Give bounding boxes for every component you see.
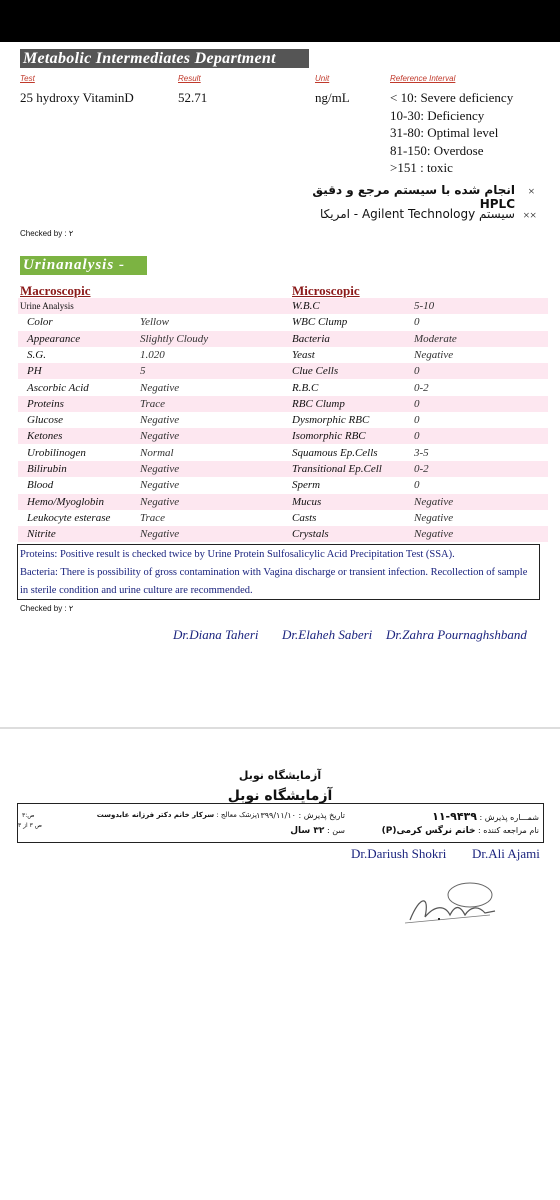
table-row	[18, 526, 548, 542]
doctor-name: Dr.Dariush Shokri	[351, 846, 447, 861]
col-result-header: Result	[178, 74, 201, 83]
date-row: تاریخ پذیرش : ۱۳۹۹/۱۱/۱۰	[256, 811, 345, 820]
micro-test-value: 0	[414, 397, 420, 410]
table-row	[18, 347, 548, 363]
macro-test-name: Appearance	[27, 332, 81, 345]
system-note-mark: ××	[523, 208, 537, 222]
checked-by-2: Checked by : ۲	[20, 604, 74, 613]
macro-test-value: 1.020	[140, 348, 165, 361]
test-name: 25 hydroxy VitaminD	[20, 90, 134, 105]
ref-line: 31-80: Optimal level	[390, 125, 499, 141]
ref-line: 10-30: Deficiency	[390, 107, 485, 123]
micro-test-value: 3-5	[414, 446, 429, 459]
table-row	[18, 477, 548, 493]
method-note: انجام شده با سیستم مرجع و دقیق HPLC	[312, 183, 515, 211]
age-row: سن : ۳۲ سال	[290, 826, 345, 836]
macro-test-name: Leukocyte esterase	[27, 511, 111, 524]
micro-test-name: RBC Clump	[292, 397, 345, 410]
page-number: ص:۳	[22, 812, 35, 819]
page-count: ص ۳ از ۳	[18, 822, 43, 829]
table-row	[18, 428, 548, 444]
micro-test-name: Transitional Ep.Cell	[292, 463, 382, 475]
micro-test-name: Yeast	[292, 348, 315, 361]
ref-line: >151 : toxic	[390, 160, 453, 176]
physician-row: پزشک معالج : سرکار خانم دکتر فرزانه عابدوست	[96, 811, 257, 819]
doctor-name: Dr.Ali Ajami	[472, 846, 540, 861]
table-row	[18, 461, 548, 477]
macro-test-name: Blood	[27, 479, 54, 492]
urinalysis-title: Urinanalysis -	[20, 256, 147, 275]
system-note: سیستم Agilent Technology - امریکا	[319, 207, 515, 221]
micro-test-value: 0	[414, 316, 420, 329]
micro-test-name: Mucus	[292, 495, 322, 508]
col-test-header: Test	[20, 74, 35, 83]
test-unit: ng/mL	[315, 90, 350, 105]
micro-test-value: 0	[414, 430, 420, 443]
macro-test-name: S.G.	[27, 348, 46, 361]
ref-line: < 10: Severe deficiency	[390, 90, 514, 105]
macro-test-value: Trace	[140, 511, 166, 524]
admission-row: شمـــاره پذیرش : ۹۴۳۹-۱۱	[432, 810, 539, 823]
note-bacteria: Bacteria: There is possibility of gross contamination with Vagina discharge or transient infection. Recollection of sample in sterile condition and urine culture are recommended.	[20, 567, 528, 596]
urinalysis-notes	[17, 544, 540, 600]
micro-test-value: 5-10	[414, 300, 435, 312]
page-separator	[0, 727, 560, 729]
table-row	[18, 298, 548, 314]
micro-test-value: Negative	[414, 495, 454, 508]
checked-by: Checked by : ۲	[20, 229, 74, 238]
ref-line: 81-150: Overdose	[390, 142, 484, 158]
lab-name: آزمایشگاه نوبل	[227, 788, 333, 804]
macro-test-name: Urobilinogen	[27, 446, 86, 459]
col-ref-header: Reference Interval	[390, 74, 456, 83]
table-row	[18, 412, 548, 428]
micro-test-value: Negative	[414, 528, 454, 541]
microscopic-title: Microscopic	[292, 283, 360, 298]
col-unit-header: Unit	[315, 74, 330, 83]
patient-info-box	[17, 803, 544, 843]
signature-graphic	[400, 875, 500, 930]
table-row	[18, 445, 548, 461]
micro-test-name: Squamous Ep.Cells	[292, 446, 378, 459]
micro-test-name: Clue Cells	[292, 365, 339, 378]
macro-test-name: Glucose	[27, 414, 64, 427]
doctor-name: Dr.Diana Taheri	[173, 627, 259, 642]
micro-test-name: W.B.C	[292, 300, 320, 312]
micro-test-value: Negative	[414, 511, 454, 524]
macro-test-name: Color	[27, 316, 53, 329]
micro-test-name: Dysmorphic RBC	[292, 414, 370, 427]
micro-test-value: 0	[414, 414, 420, 427]
admission-number: ۹۴۳۹-۱۱	[432, 810, 477, 823]
macro-test-value: Negative	[140, 430, 180, 443]
micro-test-name: Isomorphic RBC	[292, 430, 366, 443]
macro-test-value: Negative	[140, 463, 180, 475]
macro-test-value: Negative	[140, 414, 180, 427]
micro-test-value: Moderate	[414, 332, 457, 345]
macro-test-name: Ascorbic Acid	[27, 381, 89, 394]
doctor-name: Dr.Elaheh Saberi	[282, 627, 373, 642]
dot-mark	[438, 918, 440, 920]
table-row	[18, 331, 548, 347]
micro-test-value: 0-2	[414, 463, 429, 475]
signature	[400, 875, 500, 930]
macro-test-value: Negative	[140, 495, 180, 508]
macro-test-name: Ketones	[27, 430, 63, 443]
reference-interval	[390, 89, 513, 177]
macro-test-value: Trace	[140, 397, 166, 410]
macro-test-name: PH	[27, 365, 42, 378]
micro-test-name: R.B.C	[292, 381, 319, 394]
lab-name-small: آزمایشگاه نوبل	[238, 769, 322, 782]
test-result: 52.71	[178, 90, 208, 105]
macro-test-value: Slightly Cloudy	[140, 332, 209, 345]
macro-test-value: 5	[140, 365, 146, 378]
patient-name: خانم نرگس کرمی(P)	[381, 826, 476, 836]
note-proteins: Proteins: Positive result is checked twice by Urine Protein Sulfosalicylic Acid Precipitation Test (SSA).	[20, 549, 455, 560]
micro-test-value: 0	[414, 479, 420, 492]
table-row	[18, 314, 548, 330]
patient-row: نام مراجعه کننده : خانم نرگس کرمی(P)	[381, 826, 539, 836]
macro-test-value: Negative	[140, 479, 180, 492]
table-row	[18, 396, 548, 412]
macro-test-name: Hemo/Myoglobin	[27, 495, 104, 508]
top-bar	[0, 0, 560, 42]
macro-test-value: Negative	[140, 528, 180, 541]
macro-test-name: Proteins	[27, 397, 64, 410]
micro-test-name: Casts	[292, 511, 317, 524]
macro-test-name: Bilirubin	[27, 463, 67, 475]
table-row	[18, 363, 548, 379]
micro-test-value: 0-2	[414, 381, 429, 394]
table-row	[18, 380, 548, 396]
method-note-mark: ×	[528, 184, 535, 198]
macro-test-name: Nitrite	[27, 528, 56, 541]
macroscopic-title: Macroscopic	[20, 283, 91, 298]
micro-test-name: Crystals	[292, 528, 329, 541]
urine-analysis-label: Urine Analysis	[20, 301, 74, 311]
micro-test-value: 0	[414, 365, 420, 378]
micro-test-value: Negative	[414, 348, 454, 361]
micro-test-name: Bacteria	[292, 332, 330, 345]
micro-test-name: WBC Clump	[292, 316, 348, 329]
department-title: Metabolic Intermediates Department	[20, 49, 309, 68]
macro-test-value: Yellow	[140, 316, 169, 329]
micro-test-name: Sperm	[292, 479, 321, 492]
macro-test-value: Negative	[140, 381, 180, 394]
doctor-name: Dr.Zahra Pournaghshband	[386, 627, 527, 642]
macro-test-value: Normal	[140, 446, 174, 459]
